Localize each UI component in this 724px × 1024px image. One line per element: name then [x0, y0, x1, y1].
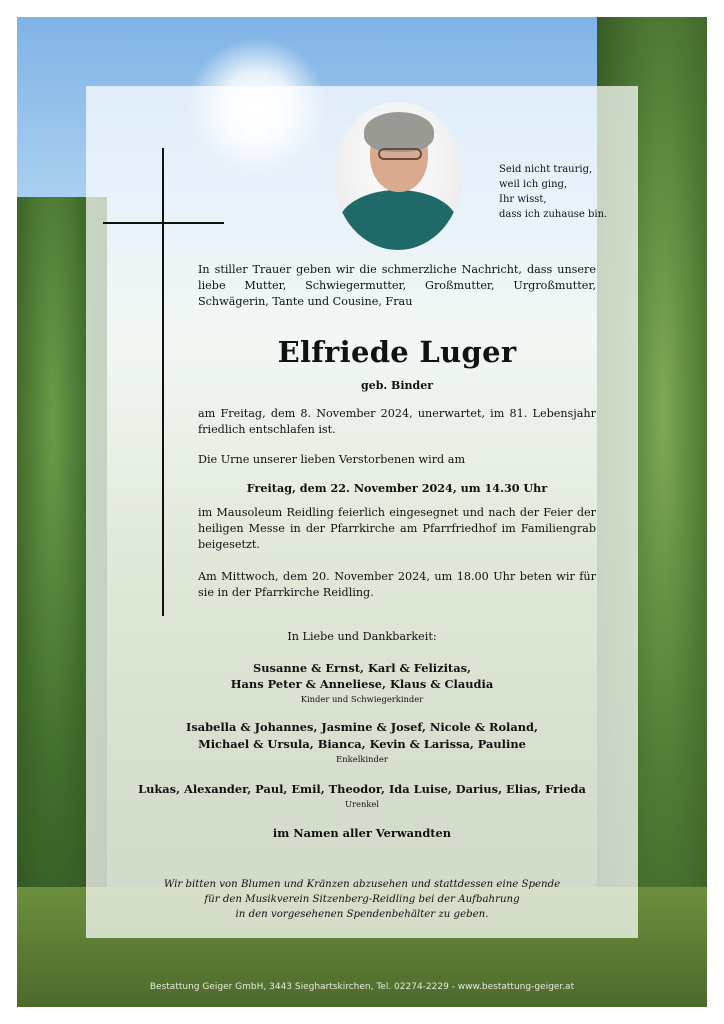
gratitude-heading: In Liebe und Dankbarkeit: — [287, 630, 437, 643]
cross-icon-horizontal — [103, 222, 224, 224]
donation-request-line: für den Musikverein Sitzenberg-Reidling bei der Aufbahrung — [204, 894, 520, 905]
intro-text: In stiller Trauer geben wir die schmerzliche Nachricht, dass unsere liebe Mutter, Schwiegermutter, Großmutter, Urgroßmutter, Schwägerin, Tante und Cousine, Frau — [198, 263, 596, 308]
maiden-name: geb. Binder — [361, 379, 433, 392]
portrait-glasses — [378, 148, 422, 160]
portrait-hair — [364, 112, 434, 152]
memorial-quote — [499, 162, 629, 222]
relatives-line: im Namen aller Verwandten — [272, 826, 452, 840]
grandchildren-label: Enkelkinder — [336, 754, 388, 764]
funeral-home-footer: Bestattung Geiger GmbH, 3443 Sieghartskirchen, Tel. 02274-2229 - www.bestattung-geiger.at — [149, 982, 575, 992]
portrait-photo — [334, 102, 462, 250]
deceased-name: Elfriede Luger — [277, 335, 517, 369]
ceremony-text: im Mausoleum Reidling feierlich eingesegnet und nach der Feier der heiligen Messe in der Pfarrkirche am Pfarrfriedhof im Familiengrab beigesetzt. — [198, 506, 596, 551]
quote-line: dass ich zuhause bin. — [499, 209, 608, 220]
children-line: Hans Peter & Anneliese, Klaus & Claudia — [230, 677, 494, 691]
quote-line: Seid nicht traurig, — [499, 164, 593, 175]
grandchildren-line: Isabella & Johannes, Jasmine & Josef, Nicole & Roland, — [186, 720, 538, 734]
grandchildren-line: Michael & Ursula, Bianca, Kevin & Larissa, Pauline — [198, 737, 526, 751]
children-line: Susanne & Ernst, Karl & Felizitas, — [253, 661, 471, 675]
children-label: Kinder und Schwiegerkinder — [300, 694, 424, 704]
great-grandchildren-label: Urenkel — [344, 799, 380, 809]
cross-icon-vertical — [162, 148, 164, 616]
death-text: am Freitag, dem 8. November 2024, unerwartet, im 81. Lebensjahr friedlich entschlafen ist. — [198, 407, 596, 436]
quote-line: weil ich ging, — [499, 179, 568, 190]
quote-line: Ihr wisst, — [499, 194, 547, 205]
portrait-shirt — [338, 190, 458, 250]
ceremony-date: Freitag, dem 22. November 2024, um 14.30 Uhr — [246, 481, 548, 495]
great-grandchildren-line: Lukas, Alexander, Paul, Emil, Theodor, Ida Luise, Darius, Elias, Frieda — [138, 782, 586, 796]
donation-request-line: in den vorgesehenen Spendenbehälter zu geben. — [235, 909, 489, 920]
urn-text: Die Urne unserer lieben Verstorbenen wird am — [198, 453, 466, 466]
prayer-text: Am Mittwoch, dem 20. November 2024, um 18.00 Uhr beten wir für sie in der Pfarrkirche Reidling. — [198, 570, 596, 599]
donation-request-line: Wir bitten von Blumen und Kränzen abzusehen und stattdessen eine Spende — [163, 879, 561, 890]
